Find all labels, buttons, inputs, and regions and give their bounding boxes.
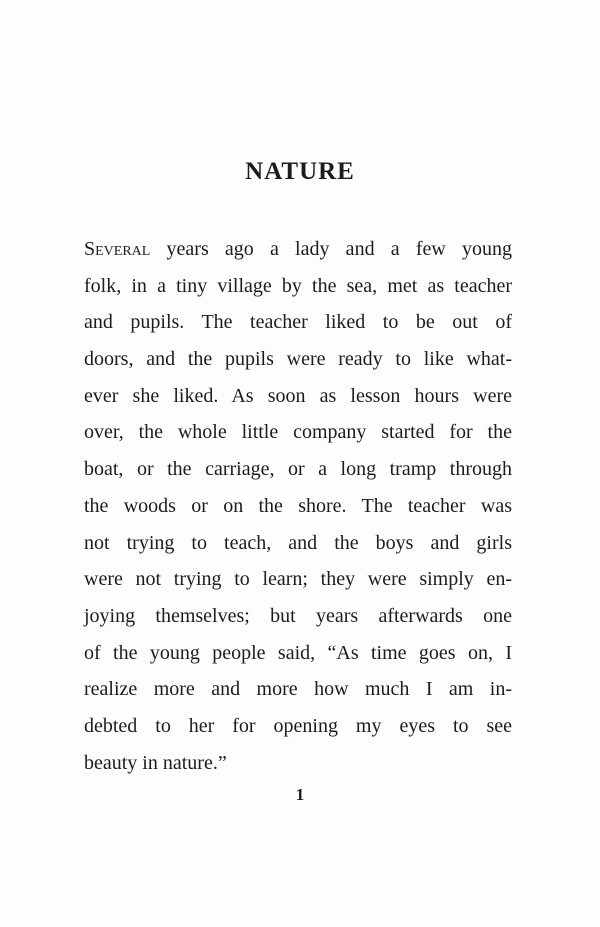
text-line: ever she liked. As soon as lesson hours were <box>84 384 512 407</box>
text-line: of the young people said, “As time goes on, I <box>84 641 512 664</box>
text-line: the woods or on the shore. The teacher was <box>84 494 512 517</box>
text-line: and pupils. The teacher liked to be out of <box>84 311 512 334</box>
chapter-title: NATURE <box>245 158 355 185</box>
text-line <box>84 231 512 268</box>
text-line: were not trying to learn; they were simply en- <box>84 568 512 591</box>
text-line: realize more and more how much I am in- <box>84 678 512 701</box>
text-line: folk, in a tiny village by the sea, met as teacher <box>84 274 512 297</box>
page-number: 1 <box>295 785 305 804</box>
text-line: debted to her for opening my eyes to see <box>84 714 512 737</box>
body-paragraph <box>84 231 512 781</box>
text-line: joying themselves; but years afterwards one <box>84 604 512 627</box>
text-line: doors, and the pupils were ready to like what- <box>84 348 512 371</box>
text-line: over, the whole little company started for the <box>84 421 512 444</box>
opening-word: Several <box>84 238 151 260</box>
text-line-content: years ago a lady and a few young <box>150 238 512 260</box>
text-line: beauty in nature.” <box>84 751 227 774</box>
text-line: boat, or the carriage, or a long tramp through <box>84 458 512 481</box>
text-line: not trying to teach, and the boys and girls <box>84 531 512 554</box>
